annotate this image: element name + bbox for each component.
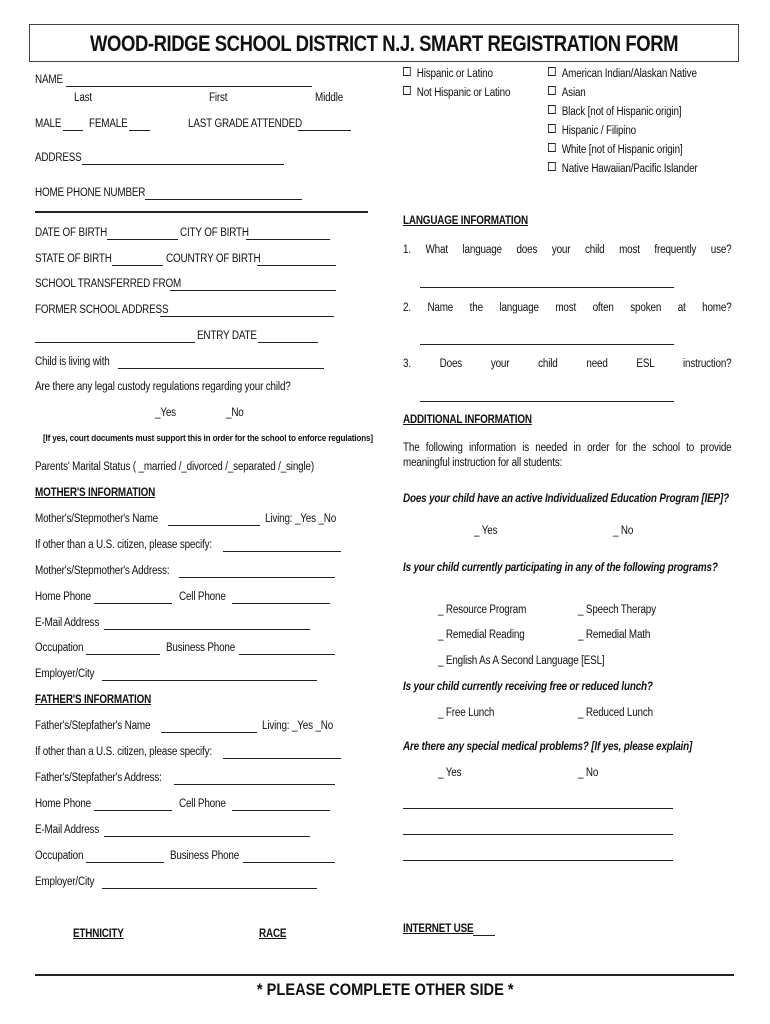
father-cell-phone-field[interactable] — [232, 810, 330, 811]
mother-address-field[interactable] — [179, 577, 335, 578]
medical-question: Are there any special medical problems? [If yes, please explain] — [403, 741, 693, 753]
father-employer-field[interactable] — [102, 888, 317, 889]
checkbox[interactable] — [548, 143, 556, 152]
internet-use-heading: INTERNET USE — [403, 923, 474, 935]
programs-question: Is your child currently participating in any of the following programs? — [403, 562, 718, 574]
father-email-field[interactable] — [104, 836, 310, 837]
state-of-birth-label: STATE OF BIRTH — [35, 253, 112, 265]
race-option[interactable] — [548, 124, 636, 137]
father-occupation-label: Occupation — [35, 850, 84, 862]
language-q2-field[interactable] — [420, 344, 674, 345]
living-with-label: Child is living with — [35, 356, 110, 368]
mother-citizen-label: If other than a U.S. citizen, please specify: — [35, 539, 212, 551]
remedial-reading[interactable]: _ Remedial Reading — [438, 629, 525, 641]
name-first-label: First — [209, 92, 228, 104]
option-label: Asian — [561, 87, 586, 99]
remedial-math[interactable]: _ Remedial Math — [578, 629, 651, 641]
footer-text: * PLEASE COMPLETE OTHER SIDE * — [256, 980, 514, 999]
medical-explain-line-3[interactable] — [403, 860, 673, 861]
medical-yes[interactable]: _ Yes — [438, 767, 462, 779]
country-of-birth-label: COUNTRY OF BIRTH — [166, 253, 261, 265]
father-business-phone-label: Business Phone — [170, 850, 240, 862]
mother-home-phone-label: Home Phone — [35, 591, 92, 603]
option-label: Black [not of Hispanic origin] — [561, 106, 682, 118]
language-q1-field[interactable] — [420, 287, 674, 288]
name-middle-label: Middle — [315, 92, 344, 104]
mother-citizen-field[interactable] — [223, 551, 341, 552]
dob-label: DATE OF BIRTH — [35, 227, 108, 239]
iep-no[interactable]: _ No — [613, 525, 634, 537]
medical-no[interactable]: _ No — [578, 767, 599, 779]
race-heading: RACE — [259, 928, 287, 940]
checkbox[interactable] — [403, 86, 411, 95]
mother-occupation-field[interactable] — [86, 654, 160, 655]
iep-yes[interactable]: _ Yes — [474, 525, 498, 537]
father-address-label: Father's/Stepfather's Address: — [35, 772, 162, 784]
father-email-label: E-Mail Address — [35, 824, 100, 836]
option-label: Native Hawaiian/Pacific Islander — [561, 163, 698, 175]
mother-name-field[interactable] — [168, 525, 260, 526]
country-of-birth-field[interactable] — [257, 265, 336, 266]
mother-email-label: E-Mail Address — [35, 617, 100, 629]
checkbox[interactable] — [548, 124, 556, 133]
option-label: Hispanic or Latino — [416, 68, 493, 80]
mother-living[interactable]: Living: _Yes _No — [265, 513, 337, 525]
city-of-birth-field[interactable] — [246, 239, 330, 240]
mother-name-label: Mother's/Stepmother's Name — [35, 513, 158, 525]
mother-cell-phone-field[interactable] — [232, 603, 330, 604]
form-title: WOOD-RIDGE SCHOOL DISTRICT N.J. SMART REGISTRATION FORM — [89, 31, 679, 56]
father-name-field[interactable] — [161, 732, 257, 733]
language-q2: 2. Name the language most often spoken at home? — [403, 302, 732, 314]
mother-business-phone-label: Business Phone — [166, 642, 236, 654]
father-citizen-label: If other than a U.S. citizen, please specify: — [35, 746, 212, 758]
speech-therapy[interactable]: _ Speech Therapy — [578, 604, 656, 616]
language-q3-field[interactable] — [420, 401, 674, 402]
option-label: Not Hispanic or Latino — [416, 87, 511, 99]
name-label: NAME — [35, 74, 63, 86]
custody-yes[interactable]: _Yes — [155, 407, 176, 419]
entry-date-field[interactable] — [258, 342, 318, 343]
city-of-birth-label: CITY OF BIRTH — [180, 227, 249, 239]
home-phone-field[interactable] — [145, 199, 302, 200]
race-option[interactable] — [548, 86, 586, 99]
father-employer-label: Employer/City — [35, 876, 95, 888]
female-field[interactable] — [129, 130, 150, 131]
esl-program[interactable]: _ English As A Second Language [ESL] — [438, 655, 605, 667]
father-address-field[interactable] — [174, 784, 335, 785]
mother-heading: MOTHER'S INFORMATION — [35, 487, 156, 499]
female-label: FEMALE — [89, 118, 128, 130]
former-school-address-field-2[interactable] — [35, 342, 195, 343]
language-heading: LANGUAGE INFORMATION — [403, 215, 528, 227]
option-label: White [not of Hispanic origin] — [561, 144, 683, 156]
option-label: Hispanic / Filipino — [561, 125, 637, 137]
custody-note: [If yes, court documents must support this in order for the school to enforce regulations] — [43, 433, 373, 444]
father-citizen-field[interactable] — [223, 758, 341, 759]
iep-question: Does your child have an active Individualized Education Program [IEP]? — [403, 493, 729, 505]
internet-use-field[interactable] — [473, 935, 495, 936]
ethnicity-heading: ETHNICITY — [73, 928, 124, 940]
ethnicity-option[interactable] — [403, 67, 493, 80]
last-grade-field[interactable] — [298, 130, 351, 131]
father-business-phone-field[interactable] — [243, 862, 335, 863]
checkbox[interactable] — [548, 105, 556, 114]
language-q3: 3. Does your child need ESL instruction? — [403, 358, 732, 370]
former-school-address-label: FORMER SCHOOL ADDRESS — [35, 304, 169, 316]
father-home-phone-label: Home Phone — [35, 798, 92, 810]
living-with-field[interactable] — [118, 368, 324, 369]
footer-divider — [35, 974, 734, 976]
race-option[interactable] — [548, 105, 681, 118]
mother-occupation-label: Occupation — [35, 642, 84, 654]
marital-status: Parents' Marital Status ( _married /_divorced /_separated /_single) — [35, 461, 314, 473]
additional-intro: The following information is needed in order for the school to provide meaningful instruction for all students: — [403, 442, 732, 469]
section-divider — [35, 211, 368, 213]
medical-explain-line-1[interactable] — [403, 808, 673, 809]
resource-program[interactable]: _ Resource Program — [438, 604, 527, 616]
mother-home-phone-field[interactable] — [94, 603, 172, 604]
lunch-question: Is your child currently receiving free or reduced lunch? — [403, 681, 653, 693]
mother-email-field[interactable] — [104, 629, 310, 630]
ethnicity-option[interactable] — [403, 86, 510, 99]
name-last-label: Last — [74, 92, 93, 104]
custody-no[interactable]: _No — [226, 407, 244, 419]
free-lunch[interactable]: _ Free Lunch — [438, 707, 495, 719]
father-name-label: Father's/Stepfather's Name — [35, 720, 151, 732]
father-cell-phone-label: Cell Phone — [179, 798, 226, 810]
former-school-address-field[interactable] — [160, 316, 334, 317]
footer-note — [0, 980, 770, 1000]
father-occupation-field[interactable] — [86, 862, 164, 863]
mother-business-phone-field[interactable] — [239, 654, 335, 655]
last-grade-label: LAST GRADE ATTENDED — [188, 118, 302, 130]
additional-heading: ADDITIONAL INFORMATION — [403, 414, 532, 426]
address-label: ADDRESS — [35, 152, 82, 164]
male-field[interactable] — [63, 130, 83, 131]
father-home-phone-field[interactable] — [94, 810, 172, 811]
entry-date-label: ENTRY DATE — [197, 330, 257, 342]
checkbox[interactable] — [548, 67, 556, 76]
father-heading: FATHER'S INFORMATION — [35, 694, 152, 706]
reduced-lunch[interactable]: _ Reduced Lunch — [578, 707, 653, 719]
male-label: MALE — [35, 118, 62, 130]
option-label: American Indian/Alaskan Native — [561, 68, 697, 80]
address-field[interactable] — [82, 164, 284, 165]
home-phone-label: HOME PHONE NUMBER — [35, 187, 146, 199]
dob-field[interactable] — [107, 239, 178, 240]
custody-question: Are there any legal custody regulations regarding your child? — [35, 381, 291, 393]
checkbox[interactable] — [403, 67, 411, 76]
name-field[interactable] — [66, 86, 312, 87]
father-living[interactable]: Living: _Yes _No — [262, 720, 334, 732]
checkbox[interactable] — [548, 162, 556, 171]
medical-explain-line-2[interactable] — [403, 834, 673, 835]
mother-address-label: Mother's/Stepmother's Address: — [35, 565, 170, 577]
school-transferred-label: SCHOOL TRANSFERRED FROM — [35, 278, 182, 290]
mother-cell-phone-label: Cell Phone — [179, 591, 226, 603]
race-option[interactable] — [548, 143, 682, 156]
mother-employer-label: Employer/City — [35, 668, 95, 680]
mother-employer-field[interactable] — [102, 680, 317, 681]
race-option[interactable] — [548, 67, 697, 80]
title-box — [29, 24, 739, 62]
school-transferred-field[interactable] — [170, 290, 336, 291]
state-of-birth-field[interactable] — [112, 265, 163, 266]
language-q1: 1. What language does your child most frequently use? — [403, 244, 732, 256]
race-option[interactable] — [548, 162, 698, 175]
checkbox[interactable] — [548, 86, 556, 95]
